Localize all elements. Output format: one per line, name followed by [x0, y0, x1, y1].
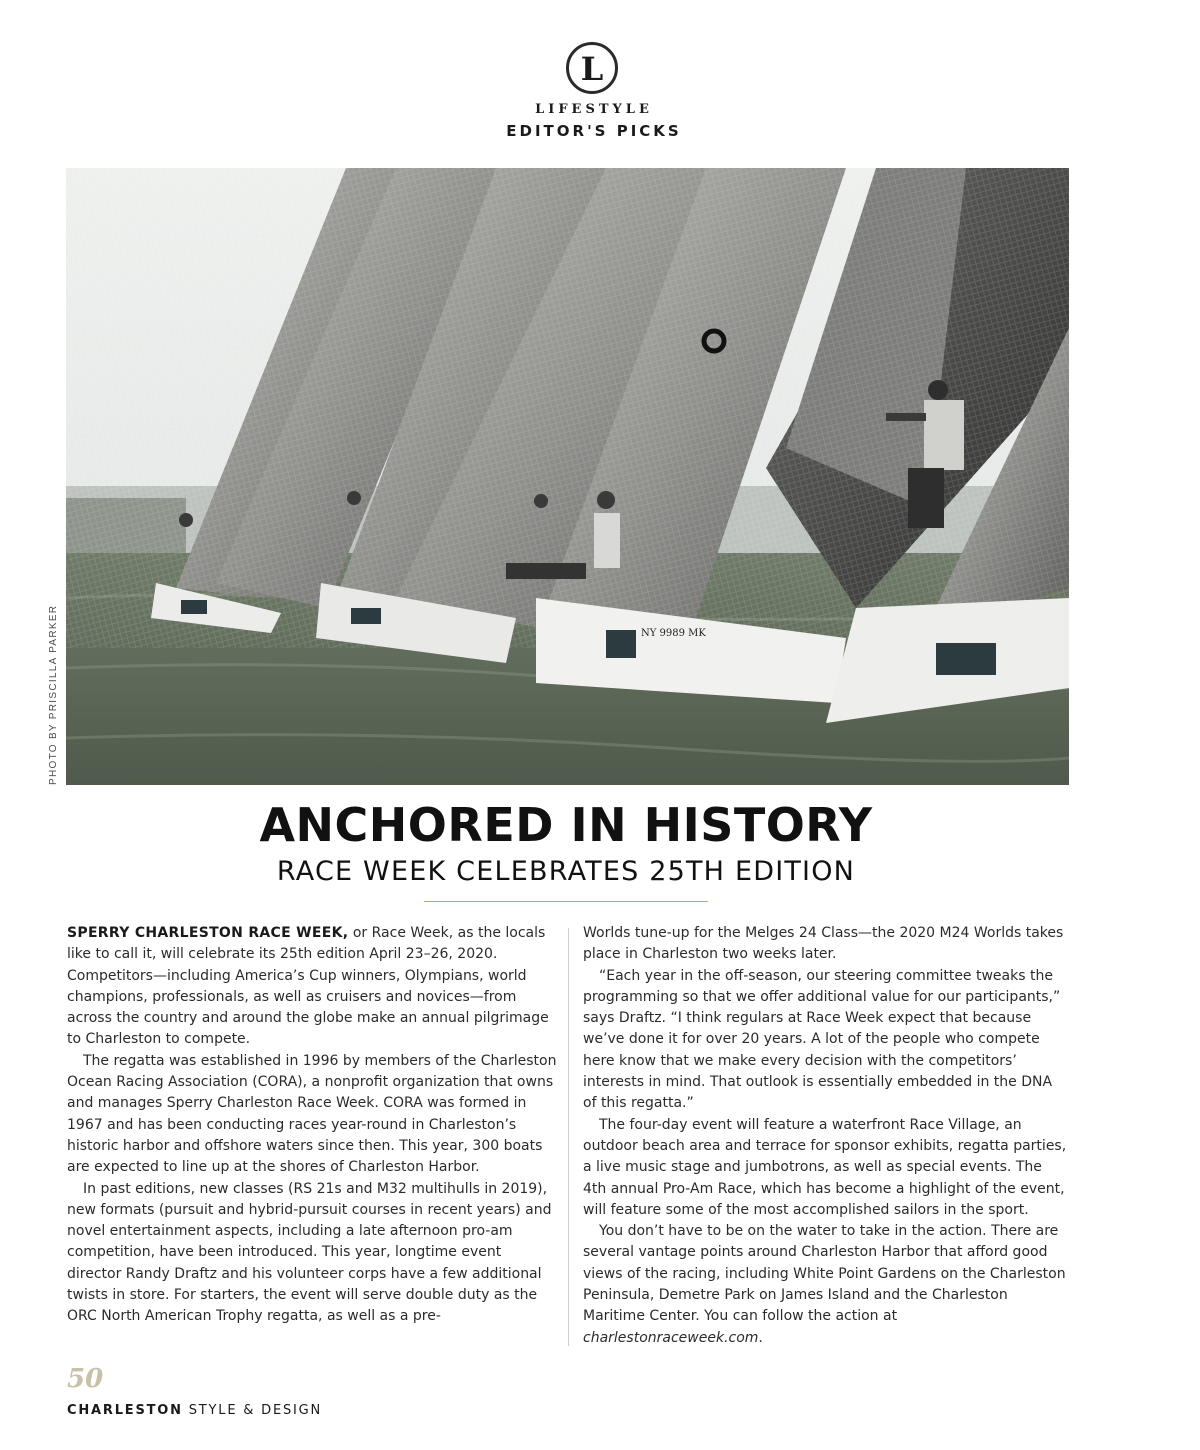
publication-name-bold: CHARLESTON: [67, 1403, 183, 1418]
paragraph-1: [67, 923, 557, 1051]
regatta-photo: [66, 168, 1069, 785]
section-name: LIFESTYLE: [535, 102, 653, 117]
paragraph-5: The four-day event will feature a waterfront Race Village, an outdoor beach area and terrace for sponsor exhibits, regatta parties, a live music stage and jumbotrons, as well as special events. The 4th annual Pro-Am Race, which has become a highlight of the event, will feature some of the most accomplished sailors in the sport.: [583, 1116, 1067, 1218]
article-column-right: [583, 923, 1069, 1349]
paragraph-3-continued: Worlds tune-up for the Melges 24 Class—the 2020 M24 Worlds takes place in Charleston two weeks later.: [583, 925, 1064, 963]
paragraph-6-end: .: [758, 1329, 763, 1346]
article-subhead: RACE WEEK CELEBRATES 25TH EDITION: [276, 856, 856, 887]
paragraph-3: In past editions, new classes (RS 21s and M32 multihulls in 2019), new formats (pursuit and hybrid-pursuit courses in recent years) and novel entertainment aspects, including a late afternoon pro-am competition, have been introduced. This year, longtime event director Randy Draftz and his volunteer corps have a few additional twists in store. For starters, the event will serve double duty as the ORC North American Trophy regatta, as well as a pre-: [67, 1180, 552, 1325]
paragraph-6-text: You don’t have to be on the water to take in the action. There are several vantage points around Charleston Harbor that afford good views of the racing, including White Point Gardens on the Charleston Peninsula, Demetre Park on James Island and the Charleston Maritime Center. You can follow the action at: [583, 1223, 1066, 1325]
website-link[interactable]: charlestonraceweek.com: [583, 1329, 759, 1346]
section-label: EDITOR'S PICKS: [506, 122, 682, 140]
publication-name: [67, 1403, 322, 1418]
paragraph-1-text: or Race Week, as the locals like to call it, will celebrate its 25th edition April 23–26, 2020. Competitors—including America’s Cup winners, Olympians, world champions, professionals, as well as cruisers and novices—from across the country and around the globe make an annual pilgrimage to Charleston to compete.: [67, 925, 549, 1048]
paragraph-4: “Each year in the off-season, our steering committee tweaks the programming so that we offer additional value for our participants,” says Draftz. “I think regulars at Race Week expect that because we’ve done it for over 20 years. A lot of the people who compete here know that we make every decision with the competitors’ interests in mind. That outlook is essentially embedded in the DNA of this regatta.”: [583, 967, 1061, 1112]
article-headline: ANCHORED IN HISTORY: [259, 798, 873, 852]
page-number: 50: [67, 1364, 104, 1394]
paragraph-6: [583, 1221, 1069, 1349]
badge-letter: L: [580, 50, 604, 88]
column-divider: [568, 928, 569, 1346]
hull-number: NY 9989 MK: [641, 628, 706, 639]
photo-credit: PHOTO BY PRISCILLA PARKER: [48, 604, 59, 785]
paragraph-2: The regatta was established in 1996 by members of the Charleston Ocean Racing Association (CORA), a nonprofit organization that owns and manages Sperry Charleston Race Week. CORA was formed in 1967 and has been conducting races year-round in Charleston’s historic harbor and offshore waters since then. This year, 300 boats are expected to line up at the shores of Charleston Harbor.: [67, 1052, 557, 1176]
headline-divider: [424, 901, 708, 902]
lead-in: SPERRY CHARLESTON RACE WEEK,: [67, 925, 349, 941]
sailboats-illustration: [66, 168, 1069, 785]
article-column-left: [67, 923, 557, 1328]
publication-name-rest: STYLE & DESIGN: [182, 1403, 323, 1418]
lifestyle-badge: [566, 42, 618, 94]
